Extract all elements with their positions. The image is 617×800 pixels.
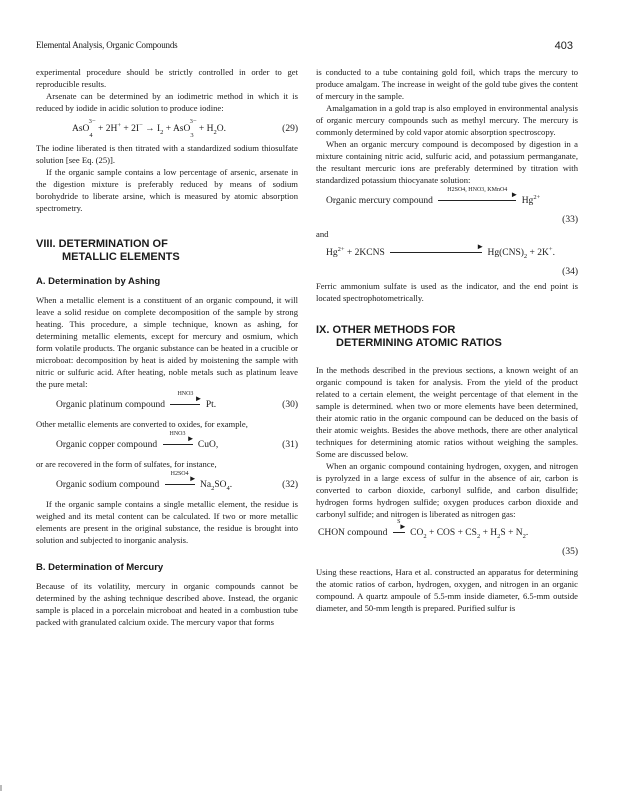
equation-number: (35)	[562, 547, 578, 557]
equation-body	[56, 430, 219, 451]
equation-number: (33)	[562, 215, 578, 225]
paragraph: experimental procedure should be strictly controlled in order to get reproducible results.	[36, 67, 298, 89]
equation-33	[316, 186, 578, 211]
paragraph: Other metallic elements are converted to oxides, for example,	[36, 419, 248, 429]
eq-reactant: Organic sodium compound	[56, 480, 160, 490]
paragraph: Using these reactions, Hara et al. constructed an apparatus for determining the atomic ratios of carbon, hydrogen, oxygen, and nitrogen in an organic compound. A quartz ampoule of 5.5-mm inside diameter, 6.5-mm outside diameter, and 50-mm length is prepared. Purified sulfur is	[316, 567, 578, 613]
eq-reactant: Organic mercury compound	[326, 196, 433, 206]
equation-number: (30)	[282, 400, 298, 410]
section-heading: VIII. DETERMINATION OF	[36, 238, 168, 250]
scan-edge-mark	[0, 785, 2, 791]
paragraph: In the methods described in the previous sections, a known weight of an organic compound is taken for analysis. From the yield of the product related to a certain element, the weight percentage of that element in the sample is determined. when two or more elements have been determined, their atomic ratio in the organic compound can be deduced on the basis of their atomic weights. Besides the above methods, there are other analytical techniques for determining atomic ratios without weighing the samples. Some are discussed below.	[316, 365, 578, 459]
paragraph: Because of its volatility, mercury in organic compounds cannot be determined by the ashing technique described above. Instead, the organic sample is placed in a porcelain microboat and heated in a combustion tube packed with granulated calcium oxide. The mercury vapor that forms	[36, 581, 298, 627]
reaction-arrow: S ►	[393, 527, 405, 539]
section-heading-cont: METALLIC ELEMENTS	[62, 251, 180, 263]
reaction-arrow: HNO3 ►	[170, 399, 200, 411]
arrow-reagent: H2SO4, HNO3, KMnO4	[447, 186, 508, 193]
reaction-arrow: H2SO4, HNO3, KMnO4 ►	[438, 195, 516, 207]
section-heading: IX. OTHER METHODS FOR	[316, 324, 456, 336]
subsection-heading: B. Determination of Mercury	[36, 562, 164, 573]
equation-35	[316, 518, 578, 543]
arrow-reagent: S	[397, 518, 401, 525]
paragraph: When a metallic element is a constituent of an organic compound, it will leave a solid residue on complete decomposition of the sample by strong heating. This procedure, a simple technique, known as ashing, for determining metallic elements, except for mercury and osmium, which form volatile products. The organic substance can be heated in a crucible or microboat: decomposition by heat is aided by moistening the sample with nitric or sulfuric acid. After heating, noble metals such as platinum leave the pure metal:	[36, 295, 298, 389]
equation-number: (32)	[282, 480, 298, 490]
equation-body: CHON compound S ► $CO_2$ + COS + $CS_2 + H_2S + N_2$.	[318, 527, 528, 539]
paragraph: When an organic mercury compound is decomposed by digestion in a mixture containing nitric acid, sulfuric acid, and potassium permanganate, the resultant mercuric ions are preferably determined by titration with standardized potassium thiocyanate solution:	[316, 139, 578, 185]
equation-29	[36, 117, 298, 139]
equation-body: Organic mercury compound H2SO4, HNO3, KMnO4 ► $Hg^{2+}$	[326, 195, 540, 207]
paragraph: and	[316, 229, 329, 239]
equation-number: (31)	[282, 440, 298, 450]
eq-reactant: Organic copper compound	[56, 440, 158, 450]
paragraph: Arsenate can be determined by an iodimetric method in which it is reduced by iodide in acidic solution to produce iodine:	[36, 91, 298, 113]
equation-number: (29)	[282, 124, 298, 134]
running-title: Elemental Analysis, Organic Compounds	[36, 40, 178, 50]
arrow-reagent: H2SO4	[170, 470, 189, 477]
arrow-reagent: HNO3	[169, 430, 186, 437]
equation-body: $Hg^{2+}$ + 2KCNS ► $Hg(CNS)_2 + 2K^+$.	[326, 241, 555, 260]
paragraph: Amalgamation in a gold trap is also employed in environmental analysis of organic mercury compounds such as methyl mercury. The mercury is commonly determined by cold vapor atomic absorption spectroscopy.	[316, 103, 578, 137]
equation-31	[36, 430, 298, 455]
paragraph: The iodine liberated is then titrated with a standardized sodium thiosulfate solution [see Eq. (25)].	[36, 143, 298, 165]
page-number: 403	[554, 40, 573, 52]
paragraph: is conducted to a tube containing gold foil, which traps the mercury to produce amalgam. The increase in weight of the gold tube gives the content of mercury in the sample.	[316, 67, 578, 101]
equation-body: Organic sodium compound H2SO4 ► $Na_2SO_4$.	[56, 479, 232, 491]
reaction-arrow: ►	[390, 247, 482, 259]
eq-product: Pt.	[205, 400, 217, 410]
equation-34	[316, 243, 578, 263]
paragraph: If the organic sample contains a single metallic element, the residue is weighed and its metal content can be calculated. If two or more metallic elements are present in the original substance, the residue is brought into solution and subjected to inorganic analysis.	[36, 499, 298, 545]
paragraph: or are recovered in the form of sulfates, for instance,	[36, 459, 217, 469]
section-heading-cont: DETERMINING ATOMIC RATIOS	[336, 337, 502, 349]
subsection-heading: A. Determination by Ashing	[36, 276, 161, 287]
right-column	[316, 66, 578, 614]
eq-reactant: CHON compound	[318, 528, 388, 538]
equation-30	[36, 390, 298, 415]
reaction-arrow: HNO3 ►	[163, 439, 193, 451]
arrow-reagent: HNO3	[177, 390, 194, 397]
equation-32	[36, 470, 298, 495]
equation-body	[56, 390, 217, 411]
eq-product: CuO,	[197, 440, 219, 450]
reaction-arrow: H2SO4 ►	[165, 479, 195, 491]
eq-reactant: Organic platinum compound	[56, 400, 166, 410]
equation-body: $AsO_4^{3-} + 2H^+ + 2I^- \to I_2 + AsO_3^{3-} + H_2O$.	[72, 117, 227, 139]
left-column	[36, 66, 298, 628]
equation-number: (34)	[562, 267, 578, 277]
paragraph: If the organic sample contains a low percentage of arsenic, arsenate in the digestion mixture is preferably reduced by means of sodium borohydride to liberate arsine, which is measured by atomic absorption spectrometry.	[36, 167, 298, 213]
paragraph: When an organic compound containing hydrogen, oxygen, and nitrogen is pyrolyzed in a large excess of sulfur in the absence of air, carbon is converted to carbon dioxide, carbonyl sulfide, and carbon disulfide; hydrogen forms hydrogen sulfide; oxygen produces carbon dioxide and carbonyl sulfide; and nitrogen is liberated as nitrogen gas:	[316, 461, 578, 519]
paragraph: Ferric ammonium sulfate is used as the indicator, and the end point is located spectrophotometrically.	[316, 281, 578, 303]
